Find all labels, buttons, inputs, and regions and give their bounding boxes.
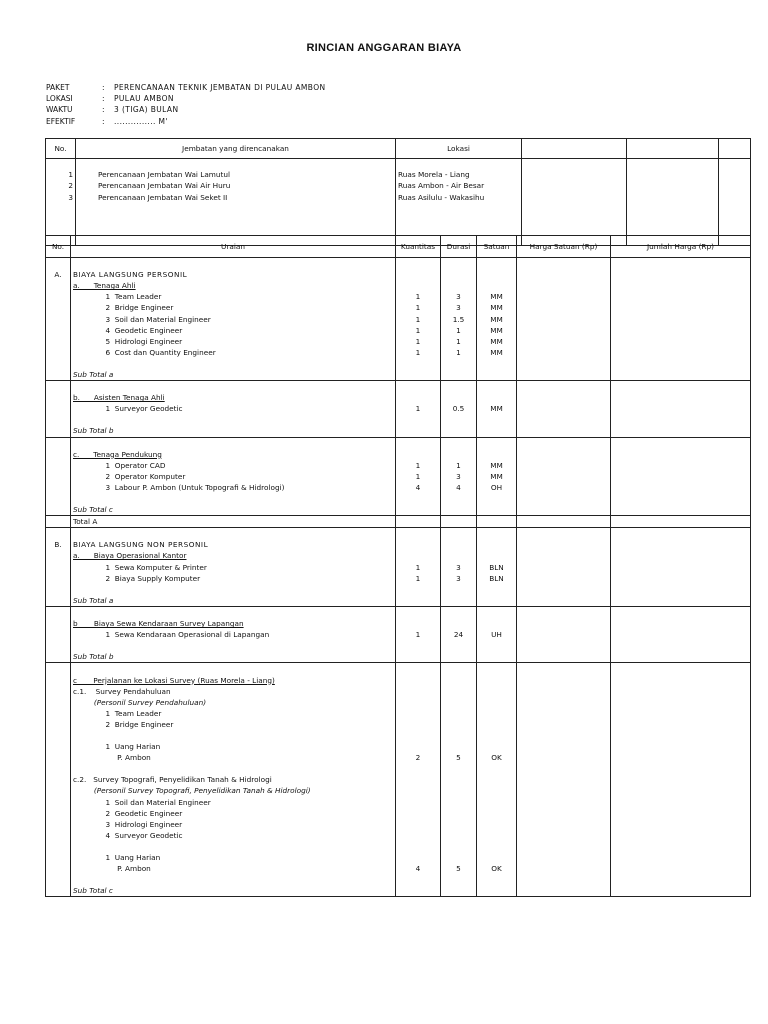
table-row (46, 437, 751, 449)
row-description: 1 Uang Harian (71, 741, 396, 752)
header-no: No. (46, 139, 76, 159)
row-description: 2 Geodetic Engineer (71, 808, 396, 819)
bridge-name: Perencanaan Jembatan Wai Seket II (98, 192, 228, 202)
table-row: 5 Hidrologi Engineer 1 1 MM (46, 336, 751, 347)
row-description (71, 493, 396, 504)
row-description (71, 663, 396, 675)
meta-paket: PAKET : PERENCANAAN TEKNIK JEMBATAN DI PULAU AMBON (46, 83, 326, 92)
table-row (46, 741, 751, 752)
row-description: 1 Uang Harian (71, 852, 396, 863)
row-description: P. Ambon (71, 863, 396, 874)
table-row: 4 Geodetic Engineer 1 1 MM (46, 325, 751, 336)
row-description: Sub Total b (71, 651, 396, 663)
row-description: c.1. Survey Pendahuluan (71, 686, 396, 697)
row-description: 1 Sewa Kendaraan Operasional di Lapangan (71, 629, 396, 640)
table-row (46, 606, 751, 618)
header-jembatan: Jembatan yang direncanakan (76, 139, 396, 159)
table-row (46, 516, 751, 528)
row-description: c.2. Survey Topografi, Penyelidikan Tanah & Hidrologi (71, 774, 396, 785)
table-row (46, 808, 751, 819)
row-description: b Biaya Sewa Kendaraan Survey Lapangan (71, 618, 396, 629)
col-satuan: Satuan (477, 236, 517, 258)
table-row: 1 Operator CAD 1 1 MM (46, 460, 751, 471)
cost-header-row (46, 236, 751, 258)
bridge-name: Perencanaan Jembatan Wai Air Huru (98, 181, 231, 191)
row-description: Sub Total a (71, 369, 396, 381)
row-description (71, 874, 396, 885)
table-row (46, 885, 751, 897)
row-description (71, 258, 396, 270)
row-description: 1 Team Leader (71, 291, 396, 302)
row-description (71, 437, 396, 449)
row-description: 4 Geodetic Engineer (71, 325, 396, 336)
row-description: 6 Cost dan Quantity Engineer (71, 347, 396, 358)
bridge-name: Perencanaan Jembatan Wai Lamutul (98, 170, 231, 179)
table-row (46, 719, 751, 730)
table-row (46, 651, 751, 663)
row-description: c Perjalanan ke Lokasi Survey (Ruas Morela - Liang) (71, 674, 396, 685)
row-description: c. Tenaga Pendukung (71, 449, 396, 460)
row-description: 1 Surveyor Geodetic (71, 403, 396, 414)
table-row: 2 Bridge Engineer 1 3 MM (46, 302, 751, 313)
row-description: Total A (71, 516, 396, 528)
row-description: 2 Bridge Engineer (71, 719, 396, 730)
row-description: Sub Total c (71, 504, 396, 516)
table-row (46, 584, 751, 595)
table-row: 1 Sewa Kendaraan Operasional di Lapangan 1 24 UH (46, 629, 751, 640)
table-row (46, 674, 751, 685)
row-description: 1 Operator CAD (71, 460, 396, 471)
col-no: No. (46, 236, 71, 258)
table-row (46, 708, 751, 719)
table-row (46, 819, 751, 830)
row-description: Sub Total b (71, 425, 396, 437)
bridge-location: Ruas Ambon - Air Besar (398, 181, 485, 191)
table-row (46, 425, 751, 437)
table-row (46, 358, 751, 369)
row-description: 1 Team Leader (71, 708, 396, 719)
col-jumlah-harga: Jumlah Harga (Rp) (611, 236, 751, 258)
table-row: P. Ambon 4 5 OK (46, 863, 751, 874)
row-description (71, 606, 396, 618)
row-description: Sub Total c (71, 885, 396, 897)
bridge-location: Ruas Asilulu - Wakasihu (398, 192, 485, 202)
row-description: 3 Labour P. Ambon (Untuk Topografi & Hidrologi) (71, 482, 396, 493)
table-row (46, 595, 751, 607)
table-row (46, 663, 751, 675)
table-row (46, 852, 751, 863)
table-row (46, 493, 751, 504)
table-row (46, 730, 751, 741)
row-description: BIAYA LANGSUNG PERSONIL (71, 269, 396, 280)
table-row (46, 392, 751, 403)
table-row (46, 697, 751, 708)
bridge-rows: 1 2 3 Perencanaan Jembatan Wai Lamutul Perencanaan Jembatan Wai Air Huru Perencanaan Jembatan Wai Seket II Ruas Morela - Liang Ruas Ambon - Air Besar Ruas Asilulu - Wakasihu (46, 159, 751, 246)
table-row: 1 Team Leader 1 3 MM (46, 291, 751, 302)
bridge-location: Ruas Morela - Liang (398, 170, 470, 179)
row-description: 3 Soil dan Material Engineer (71, 313, 396, 324)
row-description: 1 Soil dan Material Engineer (71, 797, 396, 808)
row-description (71, 528, 396, 540)
row-description: (Personil Survey Topografi, Penyelidikan Tanah & Hidrologi) (71, 785, 396, 796)
table-row (46, 414, 751, 425)
table-row (46, 550, 751, 561)
table-row (46, 797, 751, 808)
table-row: 2 Biaya Supply Komputer 1 3 BLN (46, 573, 751, 584)
col-durasi: Durasi (441, 236, 477, 258)
row-description (71, 358, 396, 369)
row-description (71, 584, 396, 595)
row-description: 2 Biaya Supply Komputer (71, 573, 396, 584)
col-uraian: Uraian (71, 236, 396, 258)
row-description: 3 Hidrologi Engineer (71, 819, 396, 830)
table-row (46, 504, 751, 516)
table-row (46, 830, 751, 841)
row-description: 2 Operator Komputer (71, 471, 396, 482)
table-row (46, 774, 751, 785)
row-description: 1 Sewa Komputer & Printer (71, 562, 396, 573)
meta-waktu: WAKTU : 3 (TIGA) BULAN (46, 105, 179, 115)
table-row (46, 841, 751, 852)
table-row: B. BIAYA LANGSUNG NON PERSONIL (46, 539, 751, 550)
table-row: 6 Cost dan Quantity Engineer 1 1 MM (46, 347, 751, 358)
header-lokasi: Lokasi (396, 139, 522, 159)
row-description: 4 Surveyor Geodetic (71, 830, 396, 841)
col-harga-satuan: Harga Satuan (Rp) (517, 236, 611, 258)
meta-lokasi: LOKASI : PULAU AMBON (46, 94, 174, 104)
table-row (46, 528, 751, 540)
table-row (46, 874, 751, 885)
table-row (46, 618, 751, 629)
row-description (71, 414, 396, 425)
table-row: 1 Surveyor Geodetic 1 0.5 MM (46, 403, 751, 414)
row-description: Sub Total a (71, 595, 396, 607)
table-row: A. BIAYA LANGSUNG PERSONIL (46, 269, 751, 280)
row-description: P. Ambon (71, 752, 396, 763)
col-kuantitas: Kuantitas (396, 236, 441, 258)
row-description (71, 763, 396, 774)
table-row (46, 449, 751, 460)
table-row: 3 Labour P. Ambon (Untuk Topografi & Hidrologi) 4 4 OH (46, 482, 751, 493)
row-description (71, 640, 396, 651)
page-title: RINCIAN ANGGARAN BIAYA (306, 42, 462, 54)
project-meta (46, 82, 326, 127)
row-description: b. Asisten Tenaga Ahli (71, 392, 396, 403)
row-description: 5 Hidrologi Engineer (71, 336, 396, 347)
table-row (46, 686, 751, 697)
table-row (46, 763, 751, 774)
table-row (46, 280, 751, 291)
table-row (46, 640, 751, 651)
table-row (46, 258, 751, 270)
row-description: a. Tenaga Ahli (71, 280, 396, 291)
table-row (46, 369, 751, 381)
row-description (71, 730, 396, 741)
cost-table (45, 235, 751, 897)
row-description (71, 841, 396, 852)
row-description (71, 381, 396, 393)
row-description: a. Biaya Operasional Kantor (71, 550, 396, 561)
row-description: BIAYA LANGSUNG NON PERSONIL (71, 539, 396, 550)
meta-efektif: EFEKTIF : ............... M' (46, 116, 168, 126)
table-row: 3 Soil dan Material Engineer 1 1.5 MM (46, 313, 751, 324)
bridge-list-table (45, 138, 751, 246)
table-row (46, 785, 751, 796)
table-row: 1 Sewa Komputer & Printer 1 3 BLN (46, 562, 751, 573)
table-row (46, 381, 751, 393)
bridge-header-row (46, 139, 751, 159)
row-description: 2 Bridge Engineer (71, 302, 396, 313)
table-row: P. Ambon 2 5 OK (46, 752, 751, 763)
table-row: 2 Operator Komputer 1 3 MM (46, 471, 751, 482)
row-description: (Personil Survey Pendahuluan) (71, 697, 396, 708)
